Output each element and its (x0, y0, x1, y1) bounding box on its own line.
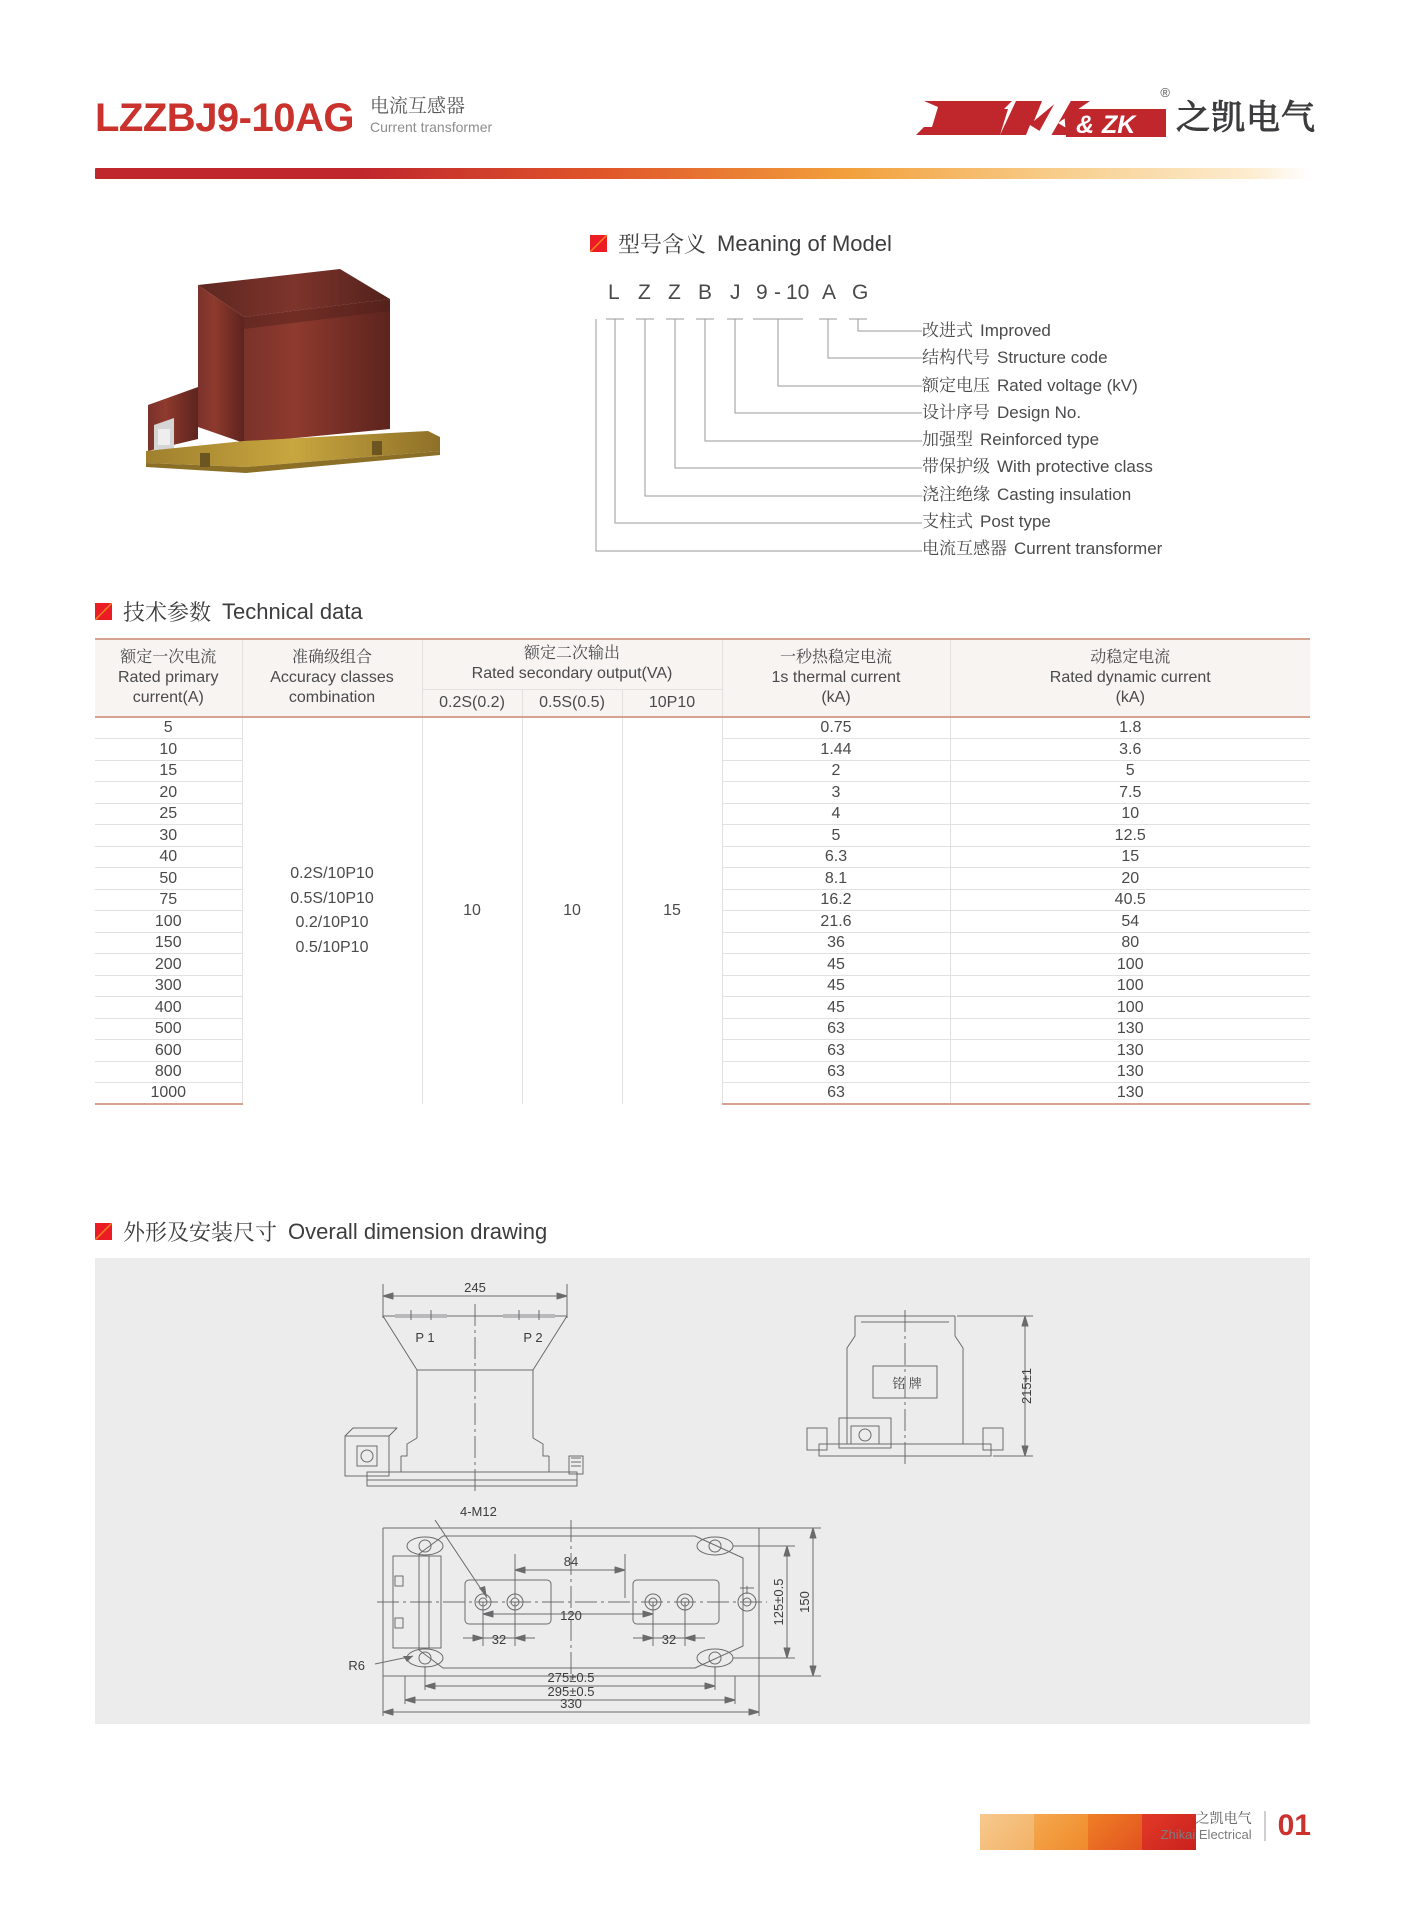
dimension-drawing-panel (95, 1258, 1310, 1724)
model-meaning-section (590, 228, 1330, 557)
cell-thermal-current: 45 (722, 975, 950, 997)
row-label-cn: 带保护级 (922, 457, 990, 477)
row-label-en: Design No. (997, 402, 1082, 422)
model-meaning-title-en: Meaning of Model (717, 230, 892, 256)
bullet-square-icon (590, 235, 607, 252)
cell-thermal-current: 2 (722, 760, 950, 782)
dim-label-p1: P 1 (415, 1330, 435, 1345)
cell-thermal-current: 63 (722, 1083, 950, 1105)
table-body (95, 717, 1310, 1104)
header-title-group (95, 95, 493, 141)
cell-dynamic-current: 100 (950, 975, 1310, 997)
cell-primary-current: 25 (95, 803, 242, 825)
dim-label-32-left: 32 (491, 1632, 507, 1647)
col-header-accuracy: 准确级组合 Accuracy classes combination (242, 639, 422, 717)
cell-thermal-current: 0.75 (722, 717, 950, 739)
technical-data-title-en: Technical data (222, 598, 363, 624)
cell-thermal-current: 63 (722, 1018, 950, 1040)
cell-primary-current: 20 (95, 782, 242, 804)
col-header-primary-current: 额定一次电流 Rated primary current(A) (95, 639, 242, 717)
cell-primary-current: 15 (95, 760, 242, 782)
table-row (95, 717, 1310, 739)
cell-primary-current: 300 (95, 975, 242, 997)
cell-primary-current: 200 (95, 954, 242, 976)
dim-label-125: 125±0.5 (771, 1578, 786, 1626)
col-header-dynamic-current: 动稳定电流 Rated dynamic current (kA) (950, 639, 1310, 717)
footer-bar-3 (1088, 1814, 1142, 1850)
cell-primary-current: 400 (95, 997, 242, 1019)
cell-thermal-current: 8.1 (722, 868, 950, 890)
cell-thermal-current: 5 (722, 825, 950, 847)
dim-label-150: 150 (797, 1591, 812, 1613)
row-label-cn: 结构代号 (922, 348, 990, 368)
model-meaning-heading (590, 228, 1330, 259)
cell-primary-current: 40 (95, 846, 242, 868)
cell-thermal-current: 21.6 (722, 911, 950, 933)
row-label-en: Improved (980, 321, 1051, 340)
footer-bar-1 (980, 1814, 1034, 1850)
cell-dynamic-current: 20 (950, 868, 1310, 890)
cell-dynamic-current: 7.5 (950, 782, 1310, 804)
cell-thermal-current: 1.44 (722, 739, 950, 761)
col-header-05s: 0.5S(0.5) (522, 689, 622, 717)
dimension-drawing-svg (95, 1258, 1310, 1724)
bullet-square-icon (95, 603, 112, 620)
cell-dynamic-current: 5 (950, 760, 1310, 782)
footer-brand (1161, 1810, 1311, 1842)
model-meaning-row (922, 426, 1332, 453)
dim-label-295: 295±0.5 (547, 1684, 595, 1699)
registered-trademark-icon: ® (1160, 85, 1170, 100)
cell-primary-current: 50 (95, 868, 242, 890)
product-name-en: Current transformer (370, 118, 493, 135)
model-meaning-row (922, 372, 1332, 399)
footer-brand-en: Zhikai Electrical (1160, 1826, 1252, 1842)
cell-dynamic-current: 100 (950, 997, 1310, 1019)
cell-primary-current: 150 (95, 932, 242, 954)
dim-label-120: 120 (560, 1608, 582, 1623)
cell-primary-current: 5 (95, 717, 242, 739)
row-label-en: Reinforced type (980, 430, 1100, 450)
cell-primary-current: 500 (95, 1018, 242, 1040)
cell-primary-current: 10 (95, 739, 242, 761)
row-label-cn: 改进式 (922, 321, 973, 340)
model-letter-6: - (774, 281, 781, 304)
product-photo (140, 255, 480, 505)
row-label-en: Structure code (997, 348, 1108, 368)
bullet-square-icon (95, 1223, 112, 1240)
row-label-cn: 支柱式 (922, 512, 973, 532)
company-name-cn: 之凯电气 (1176, 99, 1316, 137)
dim-label-r6: R6 (348, 1658, 365, 1673)
dim-label-330: 330 (560, 1696, 582, 1711)
dim-label-32-right: 32 (661, 1632, 677, 1647)
row-label-en: Post type (980, 512, 1051, 532)
page-header (0, 0, 1406, 175)
page-footer (0, 1806, 1406, 1876)
row-label-en: Current transformer (1014, 539, 1163, 559)
dimension-title-en: Overall dimension drawing (288, 1218, 548, 1244)
cell-dynamic-current: 15 (950, 846, 1310, 868)
cell-thermal-current: 4 (722, 803, 950, 825)
model-meaning-diagram (590, 317, 1330, 557)
technical-data-heading (95, 596, 363, 627)
cell-output-02s: 10 (422, 717, 522, 1104)
cell-dynamic-current: 12.5 (950, 825, 1310, 847)
footer-brand-text (1161, 1810, 1252, 1842)
product-name-group (370, 95, 492, 138)
product-name-cn: 电流互感器 (370, 96, 466, 117)
footer-divider (1264, 1811, 1266, 1841)
zkzk-logo-icon (916, 85, 1170, 141)
model-meaning-row (922, 317, 1332, 344)
page-number: 01 (1277, 1809, 1311, 1843)
model-letter-0: L (608, 281, 620, 304)
cell-dynamic-current: 130 (950, 1018, 1310, 1040)
row-label-cn: 浇注绝缘 (922, 484, 990, 504)
cell-output-05s: 10 (522, 717, 622, 1104)
technical-data-table (95, 638, 1310, 1105)
row-label-cn: 额定电压 (922, 375, 990, 395)
cell-accuracy-combination: 0.2S/10P10 0.5S/10P10 0.2/10P10 0.5/10P10 (242, 717, 422, 1104)
dim-label-84: 84 (563, 1554, 579, 1569)
col-header-10p10: 10P10 (622, 689, 722, 717)
cell-dynamic-current: 54 (950, 911, 1310, 933)
model-letter-8: A (822, 281, 837, 304)
company-logo (916, 85, 1316, 141)
col-header-02s: 0.2S(0.2) (422, 689, 522, 717)
row-label-en: Casting insulation (997, 484, 1132, 504)
cell-output-10p10: 15 (622, 717, 722, 1104)
cell-dynamic-current: 130 (950, 1040, 1310, 1062)
col-header-thermal-current: 一秒热稳定电流 1s thermal current (kA) (722, 639, 950, 717)
model-meaning-labels (922, 317, 1332, 563)
model-letter-2: Z (668, 281, 681, 304)
cell-dynamic-current: 40.5 (950, 889, 1310, 911)
dim-label-275: 275±0.5 (547, 1670, 595, 1685)
svg-text:&: & (1076, 111, 1095, 139)
dim-label-4m12: 4-M12 (460, 1504, 497, 1519)
row-label-cn: 电流互感器 (922, 539, 1007, 559)
cell-dynamic-current: 130 (950, 1083, 1310, 1105)
model-letter-1: Z (638, 281, 651, 304)
cell-dynamic-current: 100 (950, 954, 1310, 976)
cell-primary-current: 800 (95, 1061, 242, 1083)
cell-thermal-current: 45 (722, 997, 950, 1019)
cell-primary-current: 600 (95, 1040, 242, 1062)
svg-text:ZK: ZK (1102, 111, 1136, 139)
cell-thermal-current: 3 (722, 782, 950, 804)
cell-thermal-current: 63 (722, 1061, 950, 1083)
model-meaning-row (922, 481, 1332, 508)
cell-primary-current: 30 (95, 825, 242, 847)
technical-data-title-cn: 技术参数 (123, 600, 212, 625)
cell-dynamic-current: 1.8 (950, 717, 1310, 739)
cell-dynamic-current: 10 (950, 803, 1310, 825)
cell-primary-current: 1000 (95, 1083, 242, 1105)
cell-thermal-current: 6.3 (722, 846, 950, 868)
footer-bar-2 (1034, 1814, 1088, 1850)
model-letter-3: B (698, 281, 713, 304)
model-meaning-row (922, 344, 1332, 371)
footer-brand-cn: 之凯电气 (1195, 1810, 1252, 1826)
dim-label-215: 215±1 (1019, 1367, 1034, 1405)
row-label-en: With protective class (997, 457, 1153, 477)
cell-thermal-current: 36 (722, 932, 950, 954)
model-meaning-title-cn: 型号含义 (618, 232, 707, 257)
row-label-cn: 加强型 (922, 430, 973, 450)
dim-label-245: 245 (464, 1280, 486, 1295)
model-letters (590, 281, 1330, 317)
model-meaning-row (922, 535, 1332, 562)
dimension-drawing-heading (95, 1216, 547, 1247)
header-divider (95, 168, 1310, 179)
dim-label-nameplate: 铭 牌 (892, 1376, 922, 1391)
row-label-en: Rated voltage (kV) (997, 375, 1138, 395)
cell-thermal-current: 63 (722, 1040, 950, 1062)
dim-label-p2: P 2 (523, 1330, 543, 1345)
cell-thermal-current: 16.2 (722, 889, 950, 911)
cell-primary-current: 75 (95, 889, 242, 911)
col-header-secondary-output: 额定二次输出 Rated secondary output(VA) (422, 639, 722, 689)
model-letter-9: G (852, 281, 869, 304)
row-label-cn: 设计序号 (922, 402, 990, 422)
cell-dynamic-current: 130 (950, 1061, 1310, 1083)
model-meaning-row (922, 508, 1332, 535)
model-meaning-row (922, 399, 1332, 426)
model-letter-5: 9 (756, 281, 768, 304)
table-header (95, 639, 1310, 717)
model-meaning-row (922, 453, 1332, 480)
cell-dynamic-current: 3.6 (950, 739, 1310, 761)
page-title: LZZBJ9-10AG (95, 96, 354, 141)
cell-thermal-current: 45 (722, 954, 950, 976)
cell-primary-current: 100 (95, 911, 242, 933)
dimension-title-cn: 外形及安装尺寸 (123, 1220, 278, 1245)
model-letter-7: 10 (786, 281, 810, 304)
cell-dynamic-current: 80 (950, 932, 1310, 954)
model-letter-4: J (730, 281, 741, 304)
